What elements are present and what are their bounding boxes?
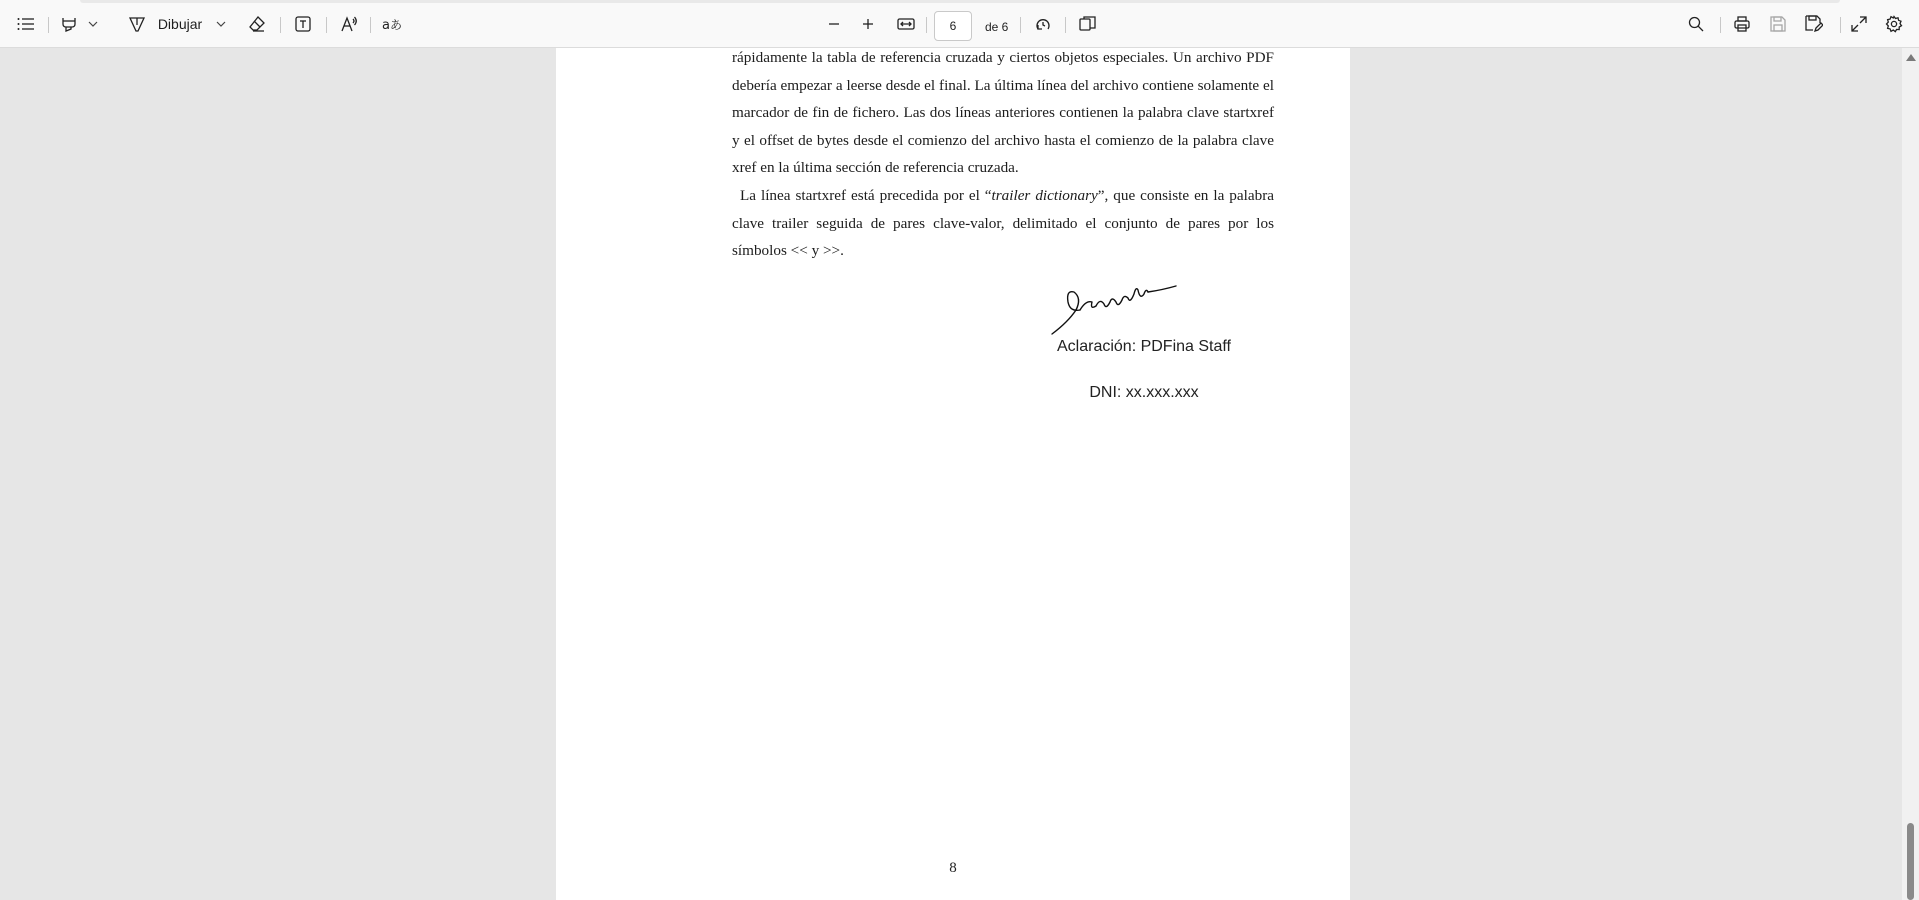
search-icon[interactable] xyxy=(1684,0,1708,48)
draw-label[interactable]: Dibujar xyxy=(157,16,203,32)
separator xyxy=(926,17,927,33)
read-aloud-icon[interactable] xyxy=(338,0,360,48)
separator xyxy=(1720,17,1721,33)
separator xyxy=(1065,17,1066,33)
separator xyxy=(326,17,327,33)
paragraph-1: rápidamente la tabla de referencia cruzada y ciertos objetos especiales. Un archivo PDF debería empezar a leerse desde el final. La última línea del archivo contiene solamente el marcador de fin de fichero. Las dos líneas anteriores contienen la palabra clave startxref y el offset de bytes desde el comienzo del archivo hasta el comienzo de la palabra clave xref en la última sección de referencia cruzada. xyxy=(732,49,1274,177)
toolbar xyxy=(0,0,1919,48)
page-number: 8 xyxy=(949,860,957,876)
zoom-in-icon[interactable] xyxy=(856,0,880,48)
rotate-icon[interactable] xyxy=(1031,0,1055,48)
save-as-icon[interactable] xyxy=(1802,0,1826,48)
save-icon[interactable] xyxy=(1766,0,1790,48)
signature-clarification: Aclaración: PDFina Staff xyxy=(1056,338,1231,355)
settings-icon[interactable] xyxy=(1882,0,1906,48)
svg-text:あ: あ xyxy=(390,18,402,32)
scroll-up-arrow-icon[interactable] xyxy=(1906,54,1916,61)
paragraph-2-start: La línea startxref está precedida por el “ xyxy=(740,186,992,204)
vertical-scrollbar[interactable] xyxy=(1902,48,1919,900)
zoom-out-icon[interactable] xyxy=(822,0,846,48)
fullscreen-icon[interactable] xyxy=(1847,0,1871,48)
contents-icon[interactable] xyxy=(14,0,38,48)
svg-text:a: a xyxy=(382,18,390,32)
text-box-icon[interactable] xyxy=(292,0,314,48)
paragraph-2-end: ”, que consiste en la palabra clave trailer seguida de pares clave-valor, delimitado el conjunto de pares por los símbolos << y >>. xyxy=(732,186,1274,260)
page-total-label: de 6 xyxy=(985,20,1009,34)
separator xyxy=(1020,17,1021,33)
draw-options-chevron-icon[interactable] xyxy=(214,0,228,48)
fit-width-icon[interactable] xyxy=(894,0,918,48)
scrollbar-thumb[interactable] xyxy=(1907,823,1914,900)
page-view-icon[interactable] xyxy=(1076,0,1100,48)
print-icon[interactable] xyxy=(1730,0,1754,48)
signature-dni: DNI: xx.xxx.xxx xyxy=(1089,384,1199,401)
paragraph-2-italic: trailer dictionary xyxy=(991,186,1098,204)
separator xyxy=(1840,17,1841,33)
separator xyxy=(280,17,281,33)
separator xyxy=(370,17,371,33)
eraser-icon[interactable] xyxy=(246,0,268,48)
highlight-options-chevron-icon[interactable] xyxy=(86,0,100,48)
separator xyxy=(48,17,49,33)
document-page xyxy=(556,48,1350,900)
paragraph-2 xyxy=(732,182,1274,265)
translate-icon[interactable] xyxy=(380,0,404,48)
page-text xyxy=(732,44,1274,265)
page-number-input[interactable]: 6 xyxy=(934,11,972,41)
draw-icon[interactable] xyxy=(126,0,148,48)
highlight-icon[interactable] xyxy=(58,0,80,48)
